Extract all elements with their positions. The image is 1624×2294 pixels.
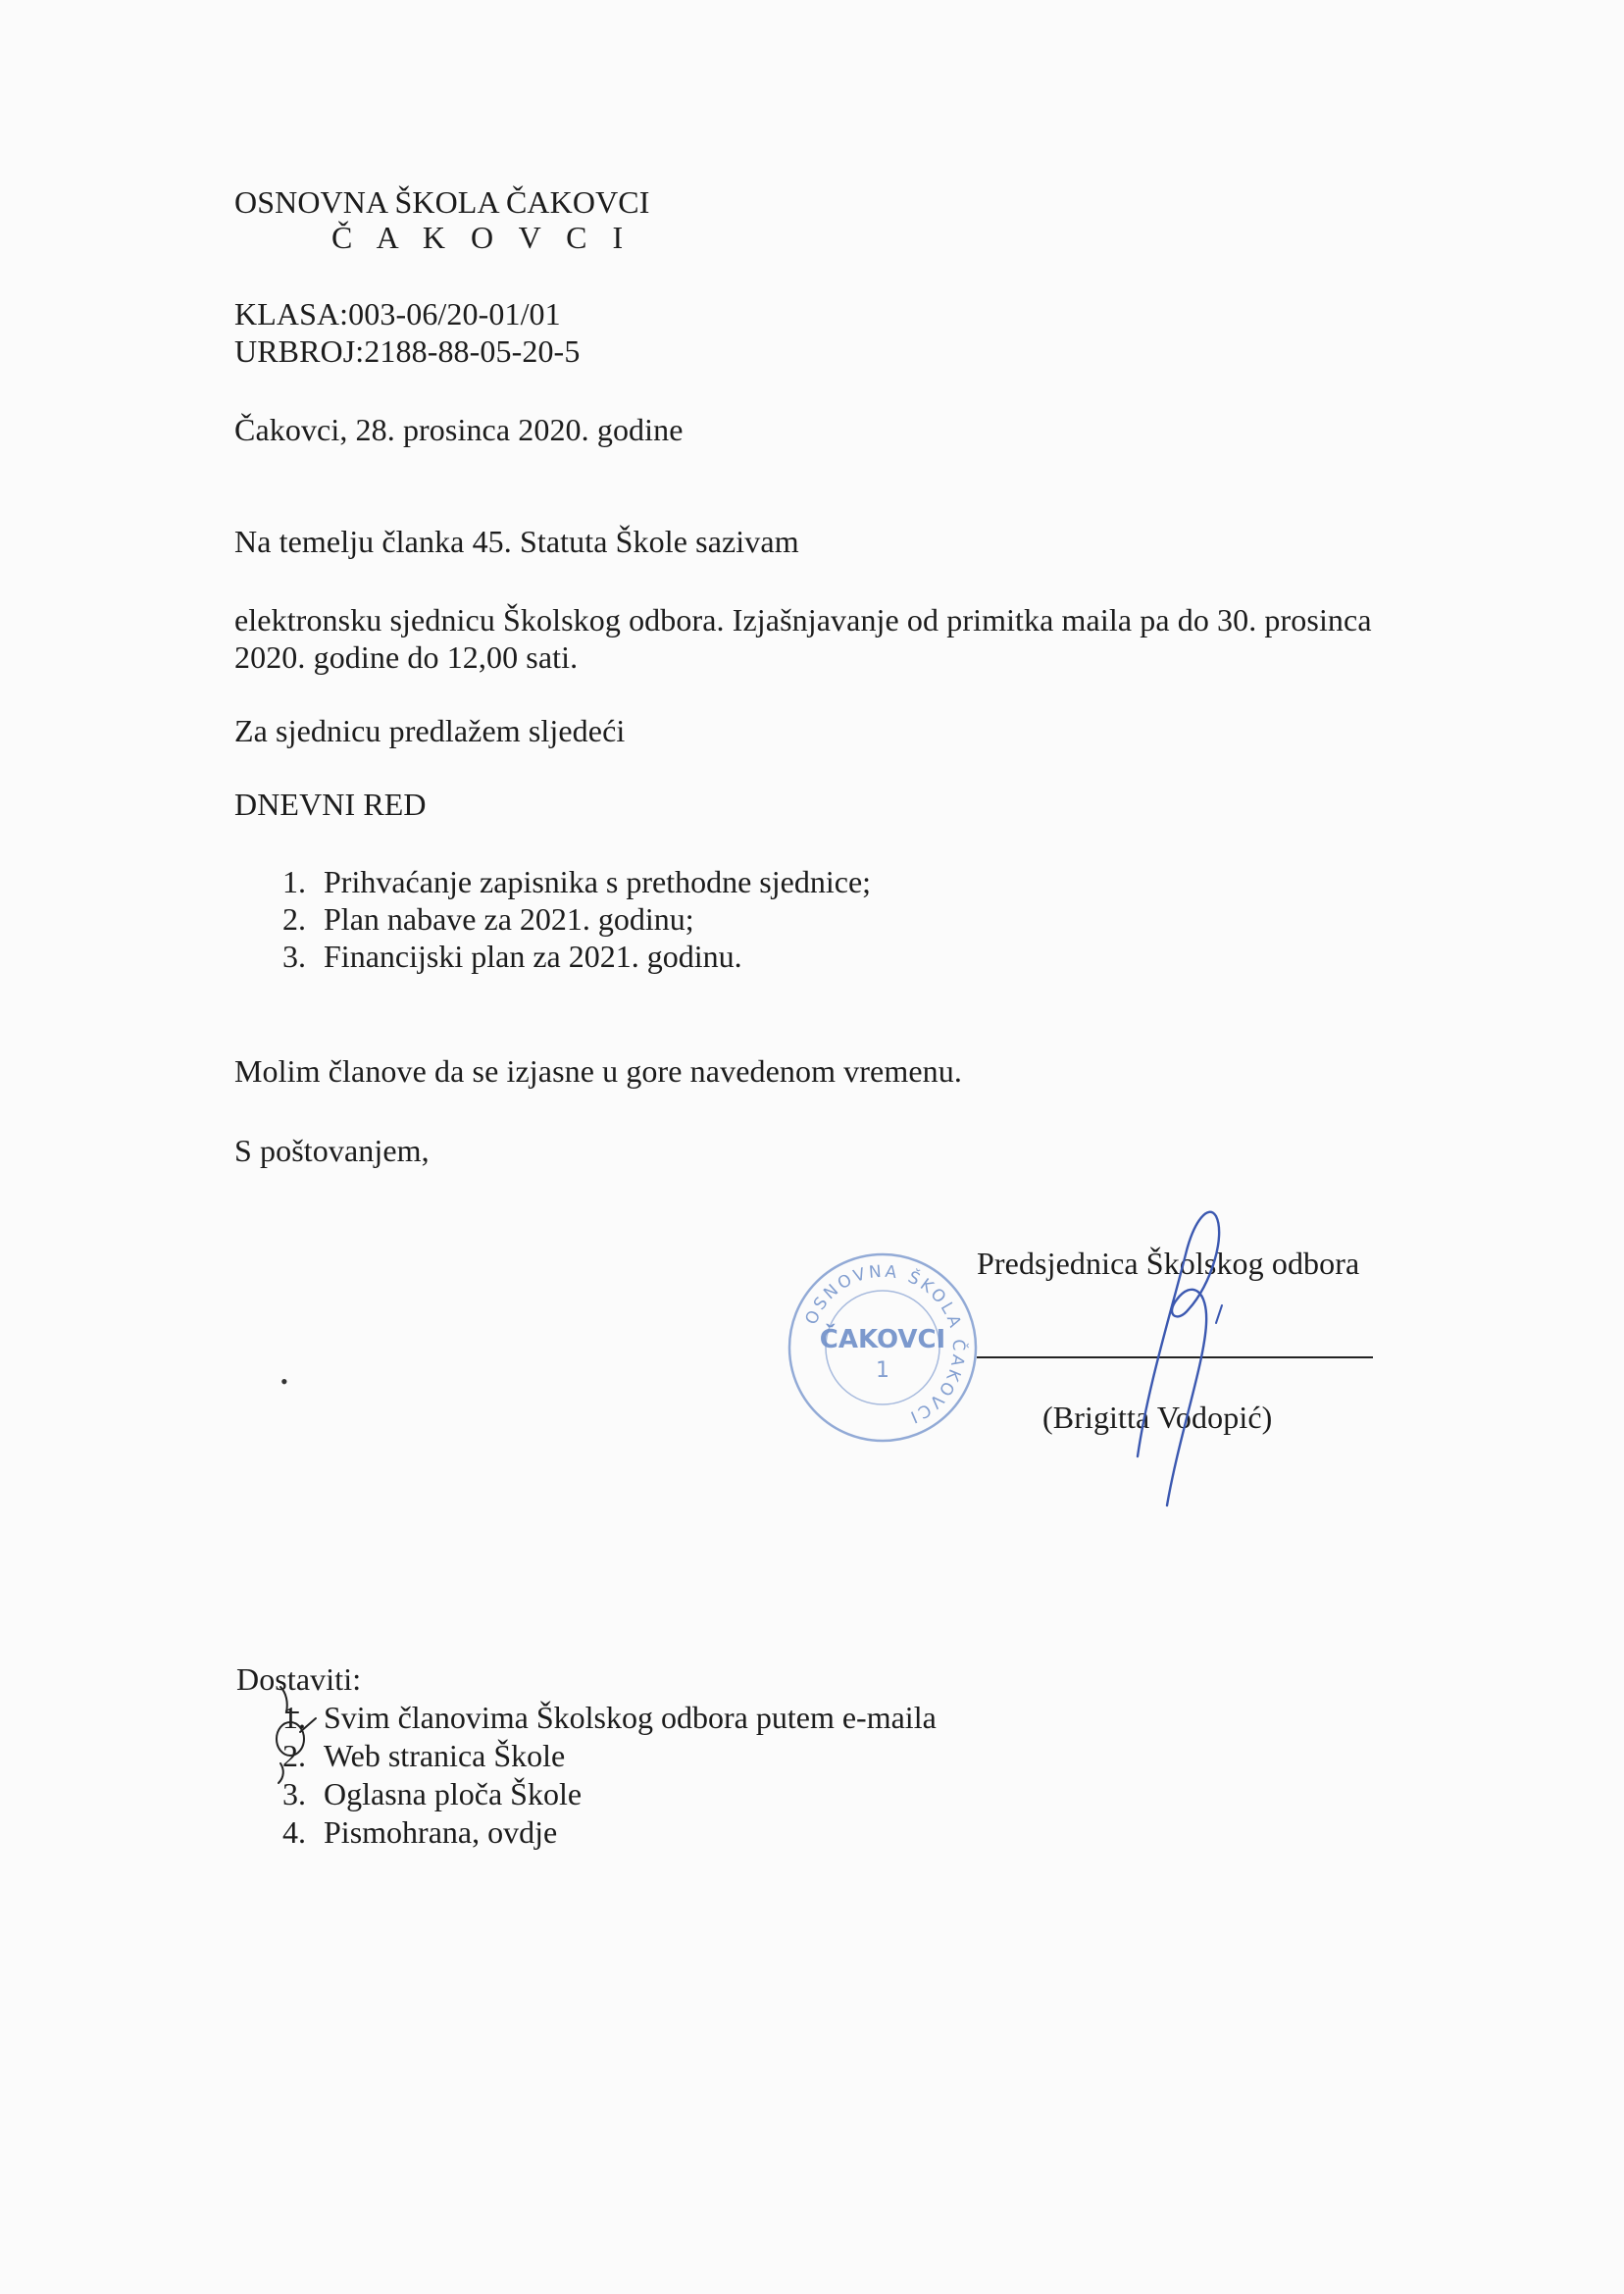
- official-stamp: [785, 1249, 981, 1446]
- school-name: OSNOVNA ŠKOLA ČAKOVCI: [234, 184, 650, 220]
- stamp-ring-text: OSNOVNA ŠKOLA ČAKOVCI: [801, 1261, 969, 1428]
- paragraph-line-2: 2020. godine do 12,00 sati.: [234, 639, 579, 675]
- agenda-item: [259, 863, 1043, 900]
- distribution-item-text: Pismohrana, ovdje: [324, 1814, 558, 1850]
- date-line: Čakovci, 28. prosinca 2020. godine: [234, 412, 684, 447]
- distribution-item-text: Svim članovima Školskog odbora putem e-maila: [324, 1700, 937, 1735]
- intro-text: Na temelju članka 45. Statuta Škole sazivam: [234, 524, 799, 559]
- handwritten-check-marks: [267, 1679, 326, 1797]
- signature-title: Predsjednica Školskog odbora: [977, 1246, 1360, 1281]
- agenda-item-number: 2.: [282, 901, 306, 937]
- paragraph-line-1: elektronsku sjednicu Školskog odbora. Izjašnjavanje od primitka maila pa do 30. prosinca: [234, 602, 1372, 637]
- agenda-item-number: 3.: [282, 939, 306, 974]
- distribution-item: [259, 1737, 1043, 1775]
- agenda-list: [259, 863, 1043, 975]
- agenda-item: [259, 938, 1043, 975]
- distribution-title: Dostaviti:: [236, 1661, 362, 1697]
- scan-mark: •: [280, 1369, 288, 1394]
- request-text: Molim članove da se izjasne u gore navedenom vremenu.: [234, 1053, 962, 1089]
- distribution-item-number: 2.: [282, 1738, 306, 1773]
- agenda-item-text: Financijski plan za 2021. godinu.: [324, 939, 742, 974]
- distribution-item-number: 3.: [282, 1776, 306, 1811]
- stamp-number: 1: [876, 1358, 889, 1383]
- proposal-text: Za sjednicu predlažem sljedeći: [234, 713, 626, 748]
- agenda-item-text: Plan nabave za 2021. godinu;: [324, 901, 694, 937]
- agenda-item-number: 1.: [282, 864, 306, 899]
- distribution-list: [259, 1699, 1043, 1852]
- agenda-item-text: Prihvaćanje zapisnika s prethodne sjednice;: [324, 864, 872, 899]
- urbroj-number: URBROJ:2188-88-05-20-5: [234, 333, 581, 369]
- distribution-item-text: Web stranica Škole: [324, 1738, 566, 1773]
- klasa-number: KLASA:003-06/20-01/01: [234, 296, 561, 331]
- distribution-item: [259, 1699, 1043, 1737]
- distribution-item-number: 4.: [282, 1814, 306, 1850]
- signatory-name: (Brigitta Vodopić): [1042, 1400, 1273, 1435]
- handwritten-signature: [1118, 1192, 1255, 1515]
- agenda-item: [259, 900, 1043, 938]
- greeting-text: S poštovanjem,: [234, 1133, 430, 1168]
- agenda-title: DNEVNI RED: [234, 787, 427, 822]
- school-city: Č A K O V C I: [331, 220, 633, 255]
- distribution-item-text: Oglasna ploča Škole: [324, 1776, 583, 1811]
- distribution-item: [259, 1775, 1043, 1813]
- distribution-item-number: 1.: [282, 1700, 306, 1735]
- stamp-center-text: ČAKOVCI: [819, 1325, 946, 1354]
- distribution-item: [259, 1813, 1043, 1852]
